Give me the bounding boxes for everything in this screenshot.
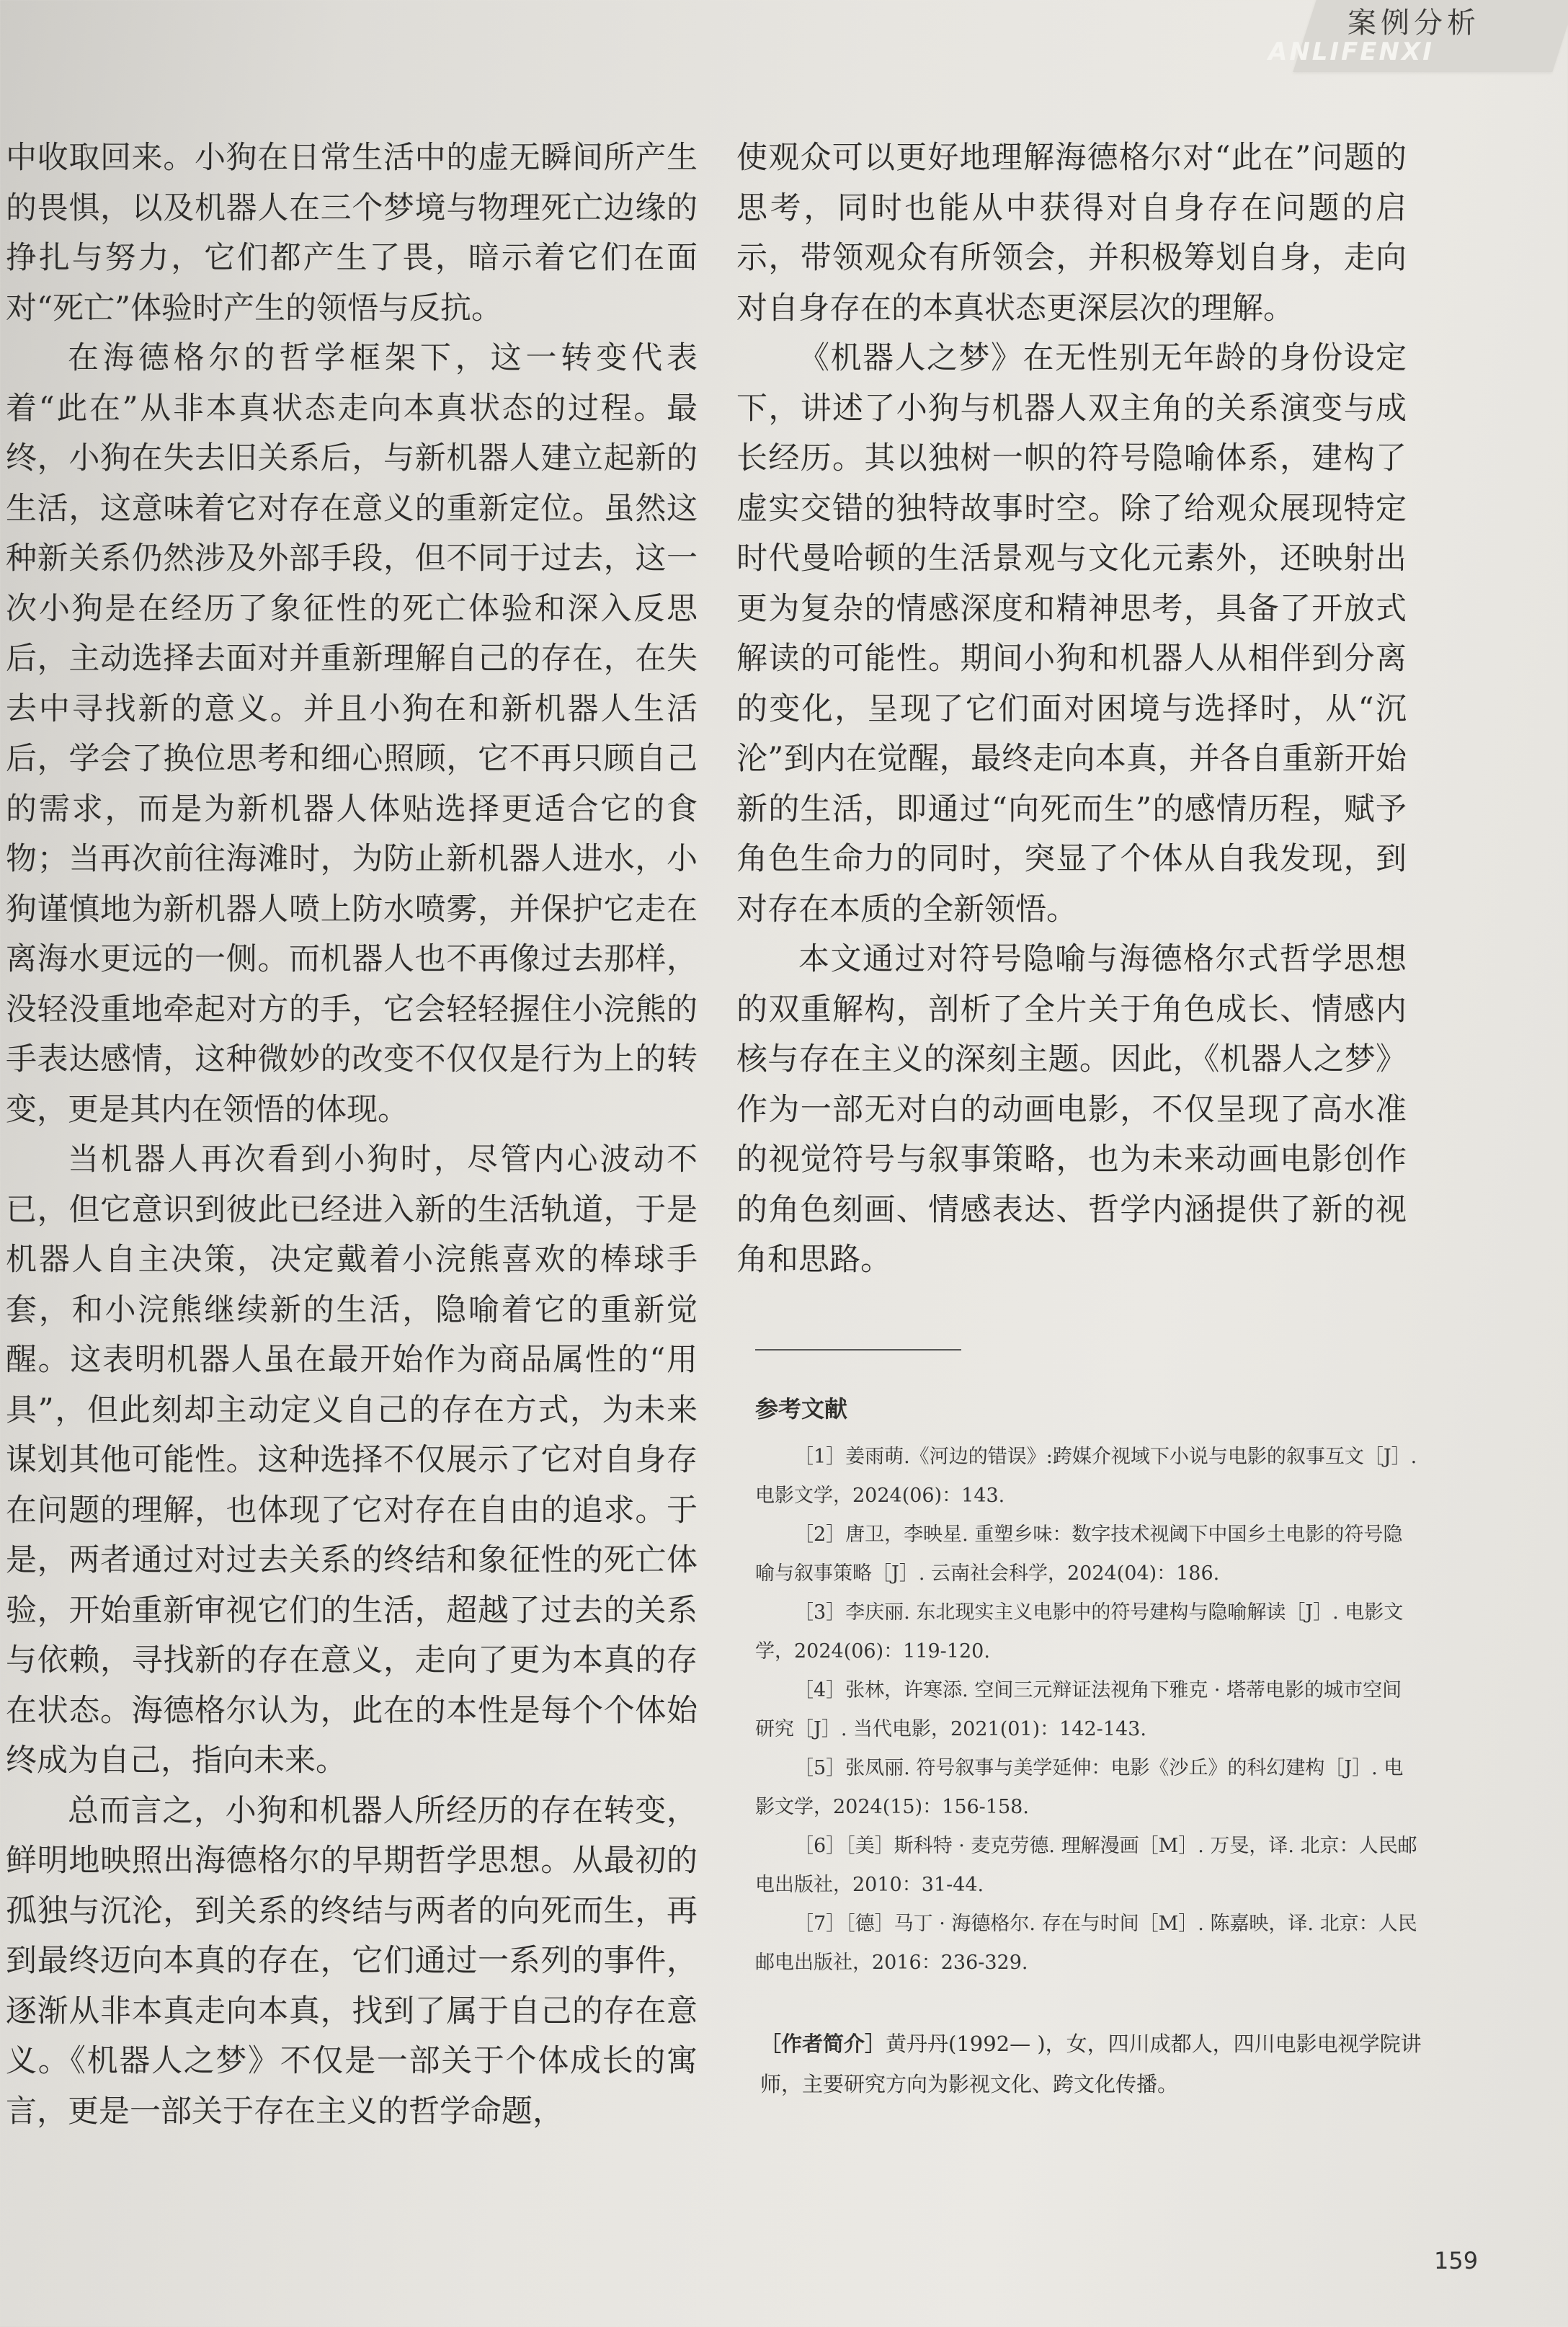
author-bio-label: ［作者简介］ bbox=[760, 2032, 886, 2056]
reference-item: ［1］姜雨萌.《河边的错误》:跨媒介视域下小说与电影的叙事互文［J］. 电影文学，2024(06)：143. bbox=[755, 1446, 1417, 1507]
reference-item: ［4］张林，许寒添. 空间三元辩证法视角下雅克 · 塔蒂电影的城市空间研究［J］. 当代电影，2021(01)：142-143. bbox=[755, 1679, 1402, 1740]
paragraph: 使观众可以更好地理解海德格尔对“此在”问题的思考，同时也能从中获得对自身存在问题的启示，带领观众有所领会，并积极筹划自身，走向对自身存在的本真状态更深层次的理解。 bbox=[736, 140, 1407, 326]
references-list bbox=[755, 1438, 1418, 1983]
author-bio-text: 黄丹丹(1992— )，女，四川成都人，四川电影电视学院讲师，主要研究方向为影视文化、跨文化传播。 bbox=[760, 2032, 1422, 2096]
reference-item: ［6］［美］斯科特 · 麦克劳德. 理解漫画［M］. 万旻，译. 北京：人民邮电出版社，2010：31-44. bbox=[755, 1835, 1417, 1896]
left-column bbox=[6, 133, 698, 2137]
reference-item: ［2］唐卫，李映星. 重塑乡味：数字技术视阈下中国乡土电影的符号隐喻与叙事策略［J］. 云南社会科学，2024(04)：186. bbox=[755, 1523, 1403, 1585]
reference-item: ［7］［德］马丁 · 海德格尔. 存在与时间［M］. 陈嘉映，译. 北京：人民邮电出版社，2016：236-329. bbox=[755, 1913, 1417, 1974]
paragraph: 在海德格尔的哲学框架下，这一转变代表着“此在”从非本真状态走向本真状态的过程。最终，小狗在失去旧关系后，与新机器人建立起新的生活，这意味着它对存在意义的重新定位。虽然这种新关系仍然涉及外部手段，但不同于过去，这一次小狗是在经历了象征性的死亡体验和深入反思后，主动选择去面对并重新理解自己的存在，在失去中寻找新的意义。并且小狗在和新机器人生活后，学会了换位思考和细心照顾，它不再只顾自己的需求，而是为新机器人体贴选择更适合它的食物；当再次前往海滩时，为防止新机器人进水，小狗谨慎地为新机器人喷上防水喷雾，并保护它走在离海水更远的一侧。而机器人也不再像过去那样，没轻没重地牵起对方的手，它会轻轻握住小浣熊的手表达感情，这种微妙的改变不仅仅是行为上的转变，更是其内在领悟的体现。 bbox=[6, 340, 698, 1128]
paragraph: 本文通过对符号隐喻与海德格尔式哲学思想的双重解构，剖析了全片关于角色成长、情感内核与存在主义的深刻主题。因此，《机器人之梦》作为一部无对白的动画电影，不仅呈现了高水准的视觉符号与叙事策略，也为未来动画电影创作的角色刻画、情感表达、哲学内涵提供了新的视角和思路。 bbox=[736, 941, 1407, 1278]
paragraph: 总而言之，小狗和机器人所经历的存在转变，鲜明地映照出海德格尔的早期哲学思想。从最初的孤独与沉沦，到关系的终结与两者的向死而生，再到最终迈向本真的存在，它们通过一系列的事件，逐渐从非本真走向本真，找到了属于自己的存在意义。《机器人之梦》不仅是一部关于个体成长的寓言，更是一部关于存在主义的哲学命题， bbox=[6, 1792, 698, 2130]
section-title: 案例分析 bbox=[1348, 6, 1480, 40]
section-pinyin: ANLIFENXI bbox=[1268, 37, 1434, 66]
page-number: 159 bbox=[1434, 2247, 1479, 2274]
author-bio bbox=[760, 2024, 1423, 2104]
paragraph: 中收取回来。小狗在日常生活中的虚无瞬间所产生的畏惧，以及机器人在三个梦境与物理死亡边缘的挣扎与努力，它们都产生了畏，暗示着它们在面对“死亡”体验时产生的领悟与反抗。 bbox=[6, 140, 698, 326]
paragraph: 《机器人之梦》在无性别无年龄的身份设定下，讲述了小狗与机器人双主角的关系演变与成长经历。其以独树一帜的符号隐喻体系，建构了虚实交错的独特故事时空。除了给观众展现特定时代曼哈顿的生活景观与文化元素外，还映射出更为复杂的情感深度和精神思考，具备了开放式解读的可能性。期间小狗和机器人从相伴到分离的变化，呈现了它们面对困境与选择时，从“沉沦”到内在觉醒，最终走向本真，并各自重新开始新的生活，即通过“向死而生”的感情历程，赋予角色生命力的同时，突显了个体从自我发现，到对存在本质的全新领悟。 bbox=[736, 340, 1407, 927]
references-divider bbox=[755, 1349, 961, 1351]
references-heading: 参考文献 bbox=[755, 1395, 848, 1423]
reference-item: ［5］张凤丽. 符号叙事与美学延伸：电影《沙丘》的科幻建构［J］. 电影文学，2024(15)：156-158. bbox=[755, 1757, 1404, 1818]
reference-item: ［3］李庆丽. 东北现实主义电影中的符号建构与隐喻解读［J］. 电影文学，2024(06)：119-120. bbox=[755, 1601, 1404, 1663]
right-column bbox=[736, 133, 1407, 1286]
paragraph: 当机器人再次看到小狗时，尽管内心波动不已，但它意识到彼此已经进入新的生活轨道，于是机器人自主决策，决定戴着小浣熊喜欢的棒球手套，和小浣熊继续新的生活，隐喻着它的重新觉醒。这表明机器人虽在最开始作为商品属性的“用具”，但此刻却主动定义自己的存在方式，为未来谋划其他可能性。这种选择不仅展示了它对自身存在问题的理解，也体现了它对存在自由的追求。于是，两者通过对过去关系的终结和象征性的死亡体验，开始重新审视它们的生活，超越了过去的关系与依赖，寻找新的存在意义，走向了更为本真的存在状态。海德格尔认为，此在的本性是每个个体始终成为自己，指向未来。 bbox=[6, 1142, 698, 1779]
